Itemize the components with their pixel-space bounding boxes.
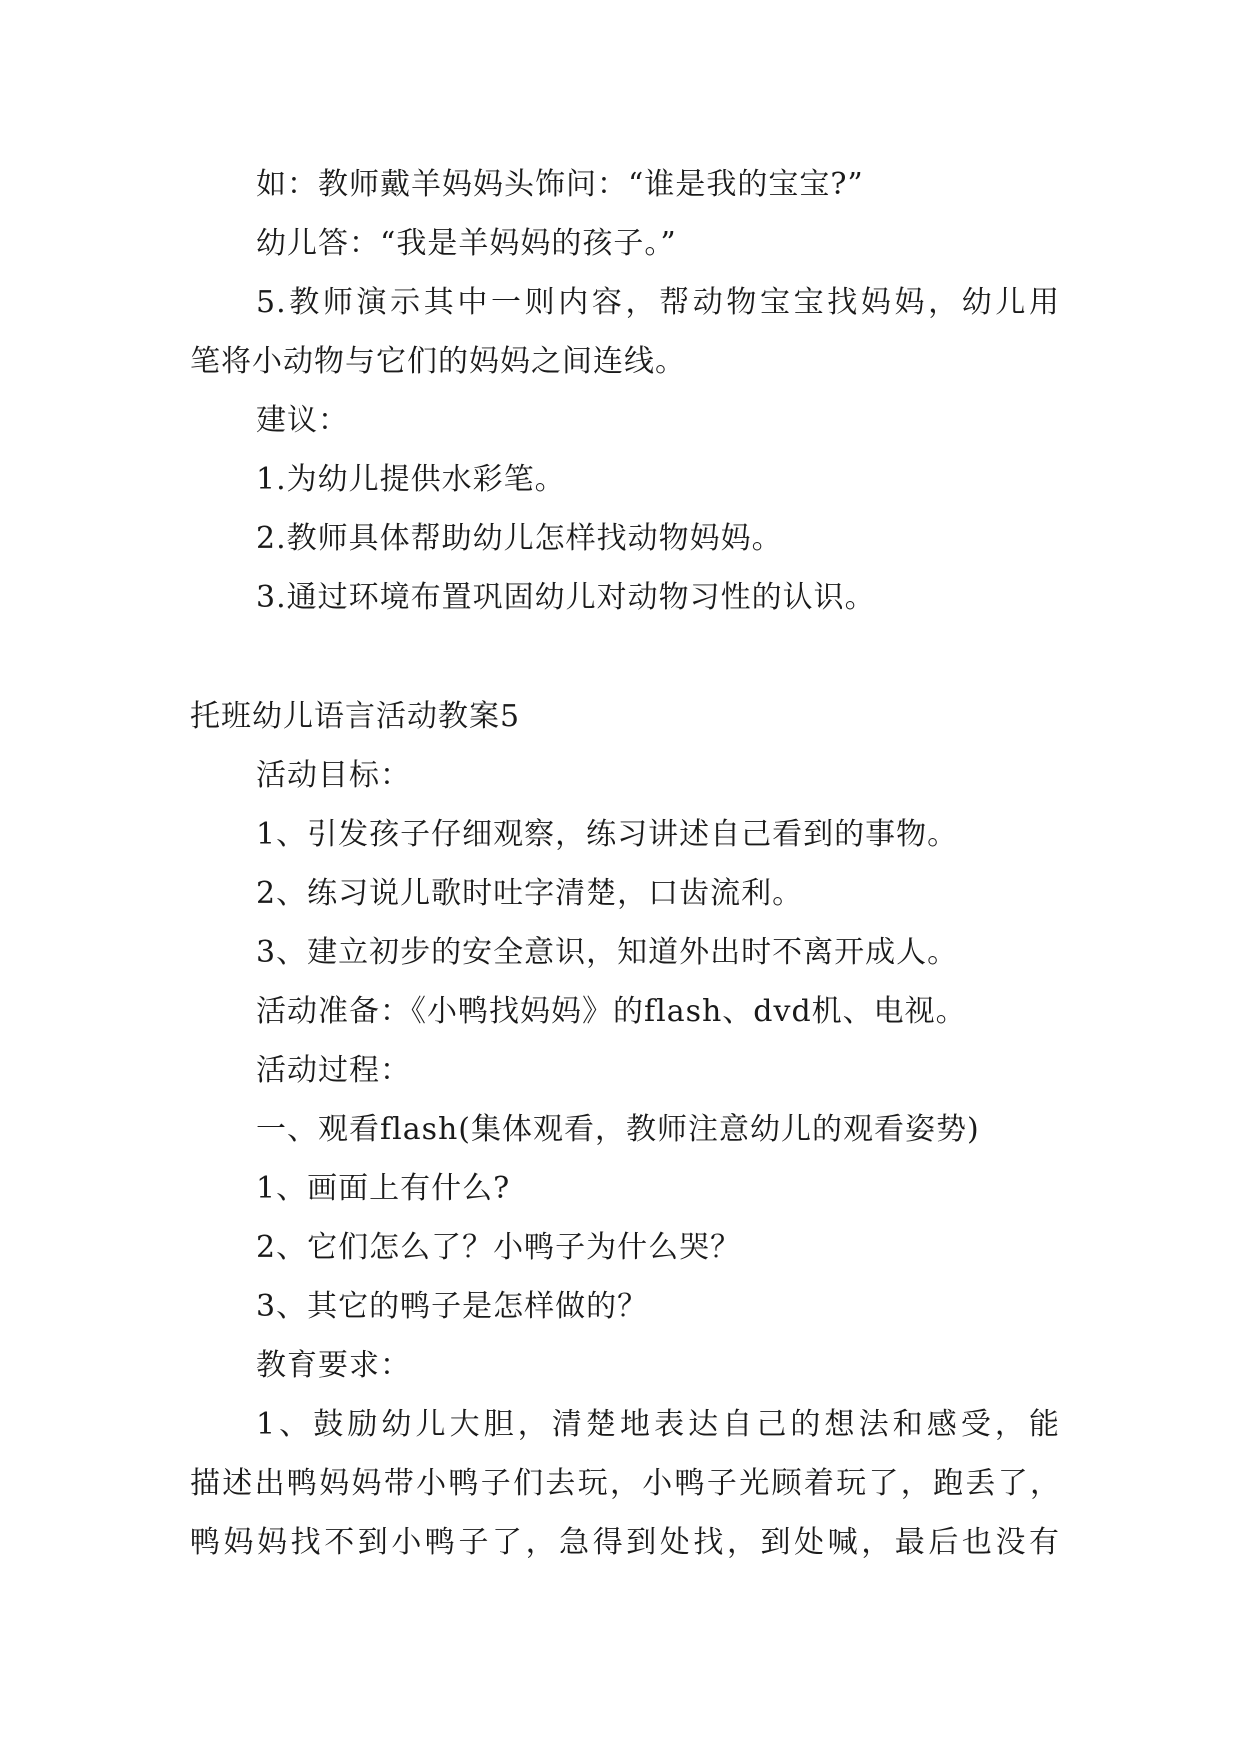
section-title: 托班幼儿语言活动教案5 — [190, 699, 521, 734]
paragraph-line: 建议： — [256, 403, 349, 438]
list-item: 3、其它的鸭子是怎样做的？ — [256, 1289, 649, 1324]
paragraph-line: 描述出鸭妈妈带小鸭子们去玩，小鸭子光顾着玩了，跑丢了， — [190, 1466, 1060, 1501]
list-item: 3、建立初步的安全意识，知道外出时不离开成人。 — [256, 935, 959, 970]
paragraph-line: 如：教师戴羊妈妈头饰问：“谁是我的宝宝?” — [256, 167, 864, 202]
list-item: 2.教师具体帮助幼儿怎样找动物妈妈。 — [256, 521, 783, 556]
paragraph-line: 活动准备：《小鸭找妈妈》的flash、dvd机、电视。 — [256, 994, 967, 1029]
list-item: 3.通过环境布置巩固幼儿对动物习性的认识。 — [256, 580, 876, 615]
paragraph-line: 5.教师演示其中一则内容，帮动物宝宝找妈妈，幼儿用 — [256, 285, 1060, 320]
list-item: 1、引发孩子仔细观察，练习讲述自己看到的事物。 — [256, 817, 959, 852]
paragraph-line: 1、鼓励幼儿大胆，清楚地表达自己的想法和感受，能 — [256, 1407, 1060, 1442]
paragraph-line: 活动过程： — [256, 1053, 411, 1088]
list-item: 1.为幼儿提供水彩笔。 — [256, 462, 566, 497]
paragraph-line: 活动目标： — [256, 758, 411, 793]
paragraph-line: 笔将小动物与它们的妈妈之间连线。 — [190, 344, 686, 379]
paragraph-line: 一、观看flash(集体观看，教师注意幼儿的观看姿势) — [256, 1112, 980, 1147]
list-item: 2、它们怎么了？小鸭子为什么哭？ — [256, 1230, 742, 1265]
paragraph-line: 教育要求： — [256, 1348, 411, 1383]
paragraph-line: 鸭妈妈找不到小鸭子了，急得到处找，到处喊，最后也没有 — [190, 1525, 1060, 1560]
list-item: 1、画面上有什么? — [256, 1171, 511, 1206]
list-item: 2、练习说儿歌时吐字清楚，口齿流利。 — [256, 876, 804, 911]
paragraph-line: 幼儿答：“我是羊妈妈的孩子。” — [256, 226, 677, 261]
